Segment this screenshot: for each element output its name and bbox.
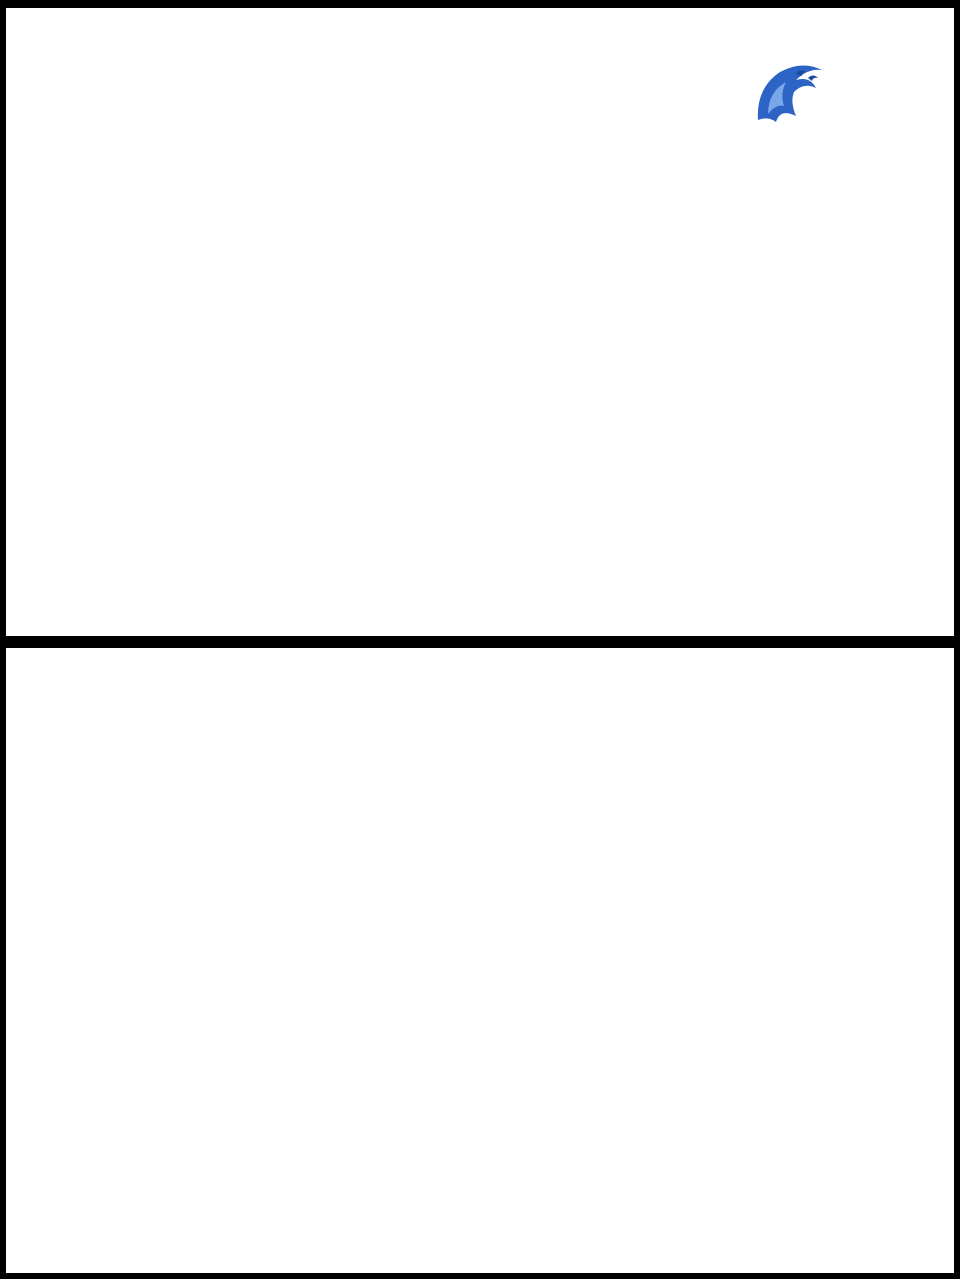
menu-item	[500, 113, 712, 131]
menu-item	[261, 306, 479, 324]
specialty-list-1	[22, 694, 232, 1224]
menu-item	[20, 342, 242, 360]
dessert-list	[496, 1022, 710, 1102]
menu-item	[261, 546, 479, 564]
menu-item	[261, 336, 479, 354]
menu-item	[500, 90, 712, 108]
menu-item	[20, 218, 242, 236]
menu-item	[262, 112, 478, 130]
wave-logo-icon	[750, 58, 830, 138]
menu-item	[20, 279, 242, 297]
menu-item	[20, 400, 242, 418]
menu-item	[20, 371, 242, 389]
vegetarian-list	[500, 66, 712, 216]
menu-item	[20, 503, 242, 521]
menu-item	[261, 276, 479, 294]
menu-item	[20, 559, 242, 577]
specialty-list-2	[262, 692, 476, 1222]
menu-item	[20, 131, 242, 149]
menu-item	[20, 189, 242, 207]
menu-item	[20, 468, 242, 486]
noodle-list	[496, 886, 710, 986]
menu-item	[261, 246, 479, 264]
appetizer-list	[20, 72, 242, 612]
menu-item	[261, 426, 479, 444]
menu-item	[261, 366, 479, 384]
salad-list	[262, 60, 478, 210]
menu-item	[261, 576, 479, 594]
menu-item	[20, 312, 242, 330]
menu-item	[20, 247, 242, 265]
menu-item	[262, 176, 478, 194]
menu-page-2	[6, 648, 954, 1273]
side-list	[500, 1140, 710, 1210]
menu-item	[261, 486, 479, 504]
sushi-roll-list	[261, 246, 479, 616]
menu-page-1	[6, 8, 954, 636]
menu-item	[262, 60, 478, 78]
nigiri-combo-list	[498, 448, 712, 598]
dinner-list	[498, 700, 717, 860]
menu-item	[262, 144, 478, 162]
menu-item	[261, 516, 479, 534]
menu-item	[20, 102, 242, 120]
menu-item	[20, 160, 242, 178]
menu-item	[500, 195, 712, 213]
menu-item	[262, 86, 478, 104]
menu-item	[261, 456, 479, 474]
menu-item	[20, 72, 242, 90]
menu-item	[261, 396, 479, 414]
menu-item	[500, 66, 712, 84]
menu-item	[500, 137, 712, 155]
kai-sushi-logo	[750, 58, 950, 140]
menu-item	[20, 530, 242, 548]
menu-item	[500, 157, 712, 175]
menu-item	[20, 432, 242, 450]
